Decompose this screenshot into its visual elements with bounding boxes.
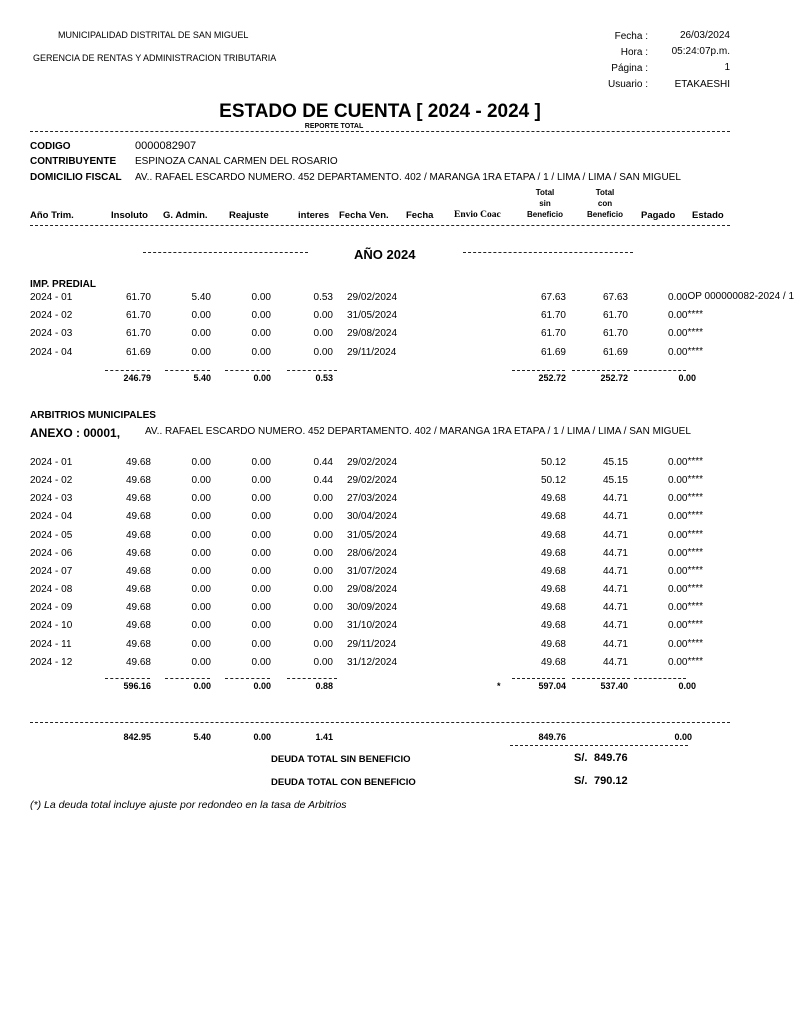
estado-note: **** — [687, 528, 704, 540]
cell-period: 2024 - 10 — [30, 620, 73, 632]
subtotal-total-con: 537.40 — [600, 681, 628, 691]
cell-interes: 0.00 — [313, 602, 333, 614]
cell-gadmin: 0.00 — [191, 656, 211, 668]
cell-interes: 0.00 — [313, 565, 333, 577]
cell-reajuste: 0.00 — [251, 310, 271, 322]
divider — [105, 370, 150, 371]
cell-insoluto: 61.70 — [125, 292, 151, 303]
estado-note: **** — [687, 546, 704, 558]
cell-reajuste: 0.00 — [251, 328, 271, 340]
pagado-value: 0.00 — [668, 638, 688, 650]
grand-pagado: 0.00 — [674, 732, 692, 742]
deuda-con-currency: S/. — [574, 775, 588, 787]
cell-insoluto: 49.68 — [125, 511, 151, 523]
cell-gadmin: 0.00 — [191, 620, 211, 632]
cell-interes: 0.00 — [313, 584, 333, 596]
cell-period: 2024 - 03 — [30, 328, 73, 340]
cell-interes: 0.00 — [313, 547, 333, 559]
cell-interes: 0.00 — [313, 328, 333, 340]
hora-value: 05:24:07p.m. — [671, 46, 730, 57]
divider — [463, 252, 633, 253]
cell-insoluto: 49.68 — [125, 638, 151, 650]
cell-reajuste: 0.00 — [251, 620, 271, 632]
cell-gadmin: 0.00 — [191, 602, 211, 614]
grand-total-row — [0, 732, 768, 746]
cell-period: 2024 - 02 — [30, 310, 73, 322]
cell-total-con: 44.71 — [602, 493, 628, 505]
col-fecha: Fecha — [406, 210, 434, 221]
cell-total-sin: 49.68 — [540, 620, 566, 632]
cell-reajuste: 0.00 — [251, 475, 271, 487]
cell-pagado — [668, 347, 703, 358]
cell-total-con: 44.71 — [602, 547, 628, 559]
divider — [30, 131, 730, 132]
cell-fecha-ven: 31/12/2024 — [347, 656, 398, 668]
cell-total-con: 44.71 — [602, 529, 628, 541]
cell-total-sin: 49.68 — [540, 656, 566, 668]
divider — [634, 370, 686, 371]
cell-fecha-ven: 29/11/2024 — [347, 638, 397, 650]
cell-pagado — [668, 548, 703, 559]
table-row — [0, 602, 768, 616]
divider — [287, 370, 337, 371]
deuda-con-label: DEUDA TOTAL CON BENEFICIO — [271, 777, 416, 788]
cell-pagado — [668, 475, 703, 486]
subtotal-total-con: 252.72 — [600, 373, 628, 383]
cell-period: 2024 - 01 — [30, 457, 73, 468]
cell-total-sin: 50.12 — [540, 457, 566, 468]
cell-fecha-ven: 29/02/2024 — [347, 475, 398, 487]
cell-gadmin: 0.00 — [191, 457, 211, 468]
cell-period: 2024 - 05 — [30, 529, 73, 541]
pagado-value: 0.00 — [668, 511, 688, 523]
fecha-value: 26/03/2024 — [679, 30, 730, 41]
col-reajuste: Reajuste — [229, 210, 269, 221]
pagina-value: 1 — [724, 62, 730, 73]
cell-interes: 0.00 — [313, 511, 333, 523]
cell-total-sin: 61.70 — [540, 310, 566, 322]
subtotal-row — [0, 373, 768, 387]
cell-pagado — [668, 457, 703, 468]
cell-total-con: 61.70 — [602, 328, 628, 340]
contribuyente-label: CONTRIBUYENTE — [30, 156, 117, 167]
pagado-value: 0.00 — [668, 547, 688, 559]
table-row — [0, 291, 794, 306]
anexo-label: ANEXO : 00001, — [30, 426, 121, 440]
col-gadmin: G. Admin. — [163, 210, 208, 221]
col-tcb-line2: con — [597, 199, 613, 208]
cell-fecha-ven: 31/07/2024 — [347, 565, 398, 577]
cell-total-con: 45.15 — [602, 475, 628, 487]
cell-reajuste: 0.00 — [251, 292, 271, 303]
table-row — [0, 639, 768, 653]
cell-period: 2024 - 08 — [30, 584, 73, 596]
cell-insoluto: 49.68 — [125, 529, 151, 541]
pagado-value: 0.00 — [668, 328, 688, 340]
cell-interes: 0.00 — [313, 638, 333, 650]
cell-total-sin: 49.68 — [540, 638, 566, 650]
org-name: MUNICIPALIDAD DISTRITAL DE SAN MIGUEL — [58, 30, 249, 40]
cell-insoluto: 49.68 — [125, 457, 151, 468]
cell-period: 2024 - 03 — [30, 493, 73, 505]
department-name: GERENCIA DE RENTAS Y ADMINISTRACION TRIBUTARIA — [33, 53, 277, 63]
estado-note: **** — [687, 474, 704, 486]
table-row — [0, 657, 768, 671]
cell-fecha-ven: 30/09/2024 — [347, 602, 398, 614]
subtotal-total-sin: 597.04 — [538, 681, 566, 691]
col-tsb-line2: sin — [539, 199, 551, 208]
table-row — [0, 584, 768, 598]
cell-total-con: 44.71 — [602, 620, 628, 632]
cell-insoluto: 49.68 — [125, 584, 151, 596]
deuda-sin-currency: S/. — [574, 752, 588, 764]
cell-interes: 0.44 — [313, 457, 333, 468]
divider — [143, 252, 308, 253]
cell-gadmin: 0.00 — [191, 475, 211, 487]
estado-note: OP 000000082-2024 / 1 — [687, 291, 794, 302]
cell-interes: 0.44 — [313, 475, 333, 487]
cell-reajuste: 0.00 — [251, 529, 271, 541]
cell-insoluto: 61.70 — [125, 310, 151, 322]
cell-total-sin: 49.68 — [540, 584, 566, 596]
cell-pagado — [668, 584, 703, 595]
divider — [30, 225, 730, 226]
col-insoluto: Insoluto — [111, 210, 148, 221]
table-row — [0, 457, 768, 471]
col-tcb-line3: Beneficio — [586, 210, 623, 219]
cell-pagado — [668, 620, 703, 631]
table-row — [0, 530, 768, 544]
cell-gadmin: 0.00 — [191, 547, 211, 559]
col-tsb-line1: Total — [535, 188, 555, 197]
cell-gadmin: 0.00 — [191, 584, 211, 596]
pagado-value: 0.00 — [668, 565, 688, 577]
codigo-value: 0000082907 — [135, 140, 197, 152]
divider — [165, 678, 210, 679]
pagado-value: 0.00 — [668, 602, 688, 614]
subtotal-interes: 0.88 — [315, 681, 333, 691]
subtotal-gadmin: 5.40 — [193, 373, 211, 383]
col-interes: interes — [298, 210, 330, 221]
cell-insoluto: 49.68 — [125, 565, 151, 577]
deuda-con-value: 790.12 — [594, 775, 628, 787]
cell-total-con: 44.71 — [602, 584, 628, 596]
cell-period: 2024 - 01 — [30, 292, 73, 303]
cell-reajuste: 0.00 — [251, 346, 271, 358]
table-row — [0, 620, 768, 634]
pagado-value: 0.00 — [668, 620, 688, 632]
cell-gadmin: 5.40 — [191, 292, 211, 303]
cell-period: 2024 - 09 — [30, 602, 73, 614]
usuario-label: Usuario : — [607, 79, 648, 90]
cell-interes: 0.00 — [313, 493, 333, 505]
estado-note: **** — [687, 583, 704, 595]
estado-note: **** — [687, 637, 704, 649]
subtotal-rounding-star: * — [497, 681, 501, 691]
cell-interes: 0.53 — [313, 292, 333, 303]
pagado-value: 0.00 — [668, 493, 688, 505]
subtotal-interes: 0.53 — [315, 373, 333, 383]
divider — [30, 722, 730, 723]
cell-interes: 0.00 — [313, 656, 333, 668]
divider — [512, 370, 565, 371]
estado-note: **** — [687, 601, 704, 613]
table-row — [0, 475, 768, 489]
cell-period: 2024 - 06 — [30, 547, 73, 559]
cell-period: 2024 - 04 — [30, 346, 73, 358]
footnote: (*) La deuda total incluye ajuste por redondeo en la tasa de Arbitrios — [30, 799, 347, 811]
col-estado: Estado — [692, 210, 724, 221]
cell-reajuste: 0.00 — [251, 565, 271, 577]
cell-fecha-ven: 29/02/2024 — [347, 292, 398, 303]
estado-note: **** — [687, 327, 704, 339]
estado-note: **** — [687, 564, 704, 576]
cell-fecha-ven: 29/02/2024 — [347, 457, 398, 468]
divider — [287, 678, 337, 679]
cell-total-sin: 49.68 — [540, 547, 566, 559]
col-anio: Año Trim. — [30, 210, 74, 221]
pagado-value: 0.00 — [668, 529, 688, 541]
cell-pagado — [668, 566, 703, 577]
cell-fecha-ven: 30/04/2024 — [347, 511, 398, 523]
cell-insoluto: 61.70 — [125, 328, 151, 340]
cell-total-sin: 49.68 — [540, 529, 566, 541]
cell-gadmin: 0.00 — [191, 346, 211, 358]
pagado-value: 0.00 — [668, 475, 688, 487]
estado-note: **** — [687, 619, 704, 631]
subtotal-insoluto: 246.79 — [123, 373, 151, 383]
arbitrios-title: ARBITRIOS MUNICIPALES — [30, 410, 156, 421]
report-title: ESTADO DE CUENTA [ 2024 - 2024 ] — [219, 101, 541, 122]
cell-gadmin: 0.00 — [191, 638, 211, 650]
cell-total-con: 44.71 — [602, 511, 628, 523]
cell-pagado — [668, 511, 703, 522]
cell-gadmin: 0.00 — [191, 529, 211, 541]
cell-insoluto: 49.68 — [125, 547, 151, 559]
col-total-con-beneficio — [580, 187, 630, 220]
divider — [105, 678, 150, 679]
cell-gadmin: 0.00 — [191, 565, 211, 577]
cell-pagado — [668, 310, 703, 321]
cell-fecha-ven: 31/05/2024 — [347, 310, 398, 322]
cell-fecha-ven: 29/11/2024 — [347, 346, 397, 358]
estado-note: **** — [687, 309, 704, 321]
cell-total-sin: 49.68 — [540, 493, 566, 505]
estado-note: **** — [687, 492, 704, 504]
cell-reajuste: 0.00 — [251, 602, 271, 614]
cell-gadmin: 0.00 — [191, 328, 211, 340]
cell-gadmin: 0.00 — [191, 511, 211, 523]
cell-gadmin: 0.00 — [191, 493, 211, 505]
estado-note: **** — [687, 456, 704, 467]
subtotal-pagado: 0.00 — [678, 373, 696, 383]
deuda-sin-label: DEUDA TOTAL SIN BENEFICIO — [271, 754, 411, 765]
estado-note: **** — [687, 345, 704, 357]
cell-fecha-ven: 31/05/2024 — [347, 529, 398, 541]
grand-total-sin: 849.76 — [538, 732, 566, 742]
cell-insoluto: 49.68 — [125, 656, 151, 668]
cell-interes: 0.00 — [313, 346, 333, 358]
cell-total-sin: 61.70 — [540, 328, 566, 340]
codigo-label: CODIGO — [30, 141, 71, 152]
grand-insoluto: 842.95 — [123, 732, 151, 742]
pagado-value: 0.00 — [668, 457, 688, 468]
subtotal-pagado: 0.00 — [678, 681, 696, 691]
subtotal-total-sin: 252.72 — [538, 373, 566, 383]
cell-period: 2024 - 02 — [30, 475, 73, 487]
cell-total-sin: 49.68 — [540, 511, 566, 523]
subtotal-insoluto: 596.16 — [123, 681, 151, 691]
cell-fecha-ven: 29/08/2024 — [347, 328, 398, 340]
divider — [165, 370, 210, 371]
domicilio-value: AV.. RAFAEL ESCARDO NUMERO. 452 DEPARTAMENTO. 402 / MARANGA 1RA ETAPA / 1 / LIMA / LIMA / SAN MIGUEL — [135, 172, 681, 183]
divider — [572, 370, 630, 371]
cell-total-sin: 49.68 — [540, 565, 566, 577]
domicilio-label: DOMICILIO FISCAL — [30, 172, 122, 183]
cell-total-con: 61.70 — [602, 310, 628, 322]
cell-reajuste: 0.00 — [251, 638, 271, 650]
subtotal-reajuste: 0.00 — [253, 681, 271, 691]
divider — [510, 745, 688, 746]
cell-pagado — [668, 639, 703, 650]
cell-reajuste: 0.00 — [251, 457, 271, 468]
table-row — [0, 347, 768, 361]
col-fechaven: Fecha Ven. — [339, 210, 389, 221]
pagado-value: 0.00 — [668, 310, 688, 322]
contribuyente-value: ESPINOZA CANAL CARMEN DEL ROSARIO — [135, 156, 338, 167]
cell-total-con: 61.69 — [602, 346, 628, 358]
cell-insoluto: 49.68 — [125, 620, 151, 632]
col-envio: Envio Coac — [454, 210, 501, 220]
cell-period: 2024 - 12 — [30, 656, 73, 668]
subtotal-reajuste: 0.00 — [253, 373, 271, 383]
divider — [225, 370, 270, 371]
cell-period: 2024 - 04 — [30, 511, 73, 523]
grand-interes: 1.41 — [315, 732, 333, 742]
cell-fecha-ven: 31/10/2024 — [347, 620, 398, 632]
cell-total-sin: 50.12 — [540, 475, 566, 487]
table-row — [0, 511, 768, 525]
divider — [225, 678, 270, 679]
cell-reajuste: 0.00 — [251, 584, 271, 596]
cell-total-con: 44.71 — [602, 656, 628, 668]
cell-total-sin: 61.69 — [540, 346, 566, 358]
cell-reajuste: 0.00 — [251, 656, 271, 668]
cell-gadmin: 0.00 — [191, 310, 211, 322]
cell-insoluto: 49.68 — [125, 493, 151, 505]
cell-pagado — [668, 530, 703, 541]
cell-pagado — [668, 292, 794, 303]
divider — [512, 678, 565, 679]
anexo-address: AV.. RAFAEL ESCARDO NUMERO. 452 DEPARTAMENTO. 402 / MARANGA 1RA ETAPA / 1 / LIMA / LIMA / SAN MIGUEL — [145, 426, 691, 437]
table-row — [0, 328, 768, 342]
table-row — [0, 566, 768, 580]
cell-period: 2024 - 07 — [30, 565, 73, 577]
deuda-sin-value: 849.76 — [594, 752, 628, 764]
cell-fecha-ven: 27/03/2024 — [347, 493, 398, 505]
cell-reajuste: 0.00 — [251, 493, 271, 505]
col-tsb-line3: Beneficio — [526, 210, 563, 219]
cell-pagado — [668, 657, 703, 668]
cell-fecha-ven: 28/06/2024 — [347, 547, 398, 559]
col-total-sin-beneficio — [520, 187, 570, 220]
cell-total-con: 44.71 — [602, 602, 628, 614]
cell-total-sin: 49.68 — [540, 602, 566, 614]
cell-total-sin: 67.63 — [540, 292, 566, 303]
subtotal-row — [0, 681, 768, 695]
table-row — [0, 310, 768, 324]
cell-interes: 0.00 — [313, 620, 333, 632]
divider — [634, 678, 686, 679]
cell-total-con: 44.71 — [602, 638, 628, 650]
fecha-label: Fecha : — [614, 31, 648, 42]
cell-pagado — [668, 328, 703, 339]
col-tcb-line1: Total — [595, 188, 615, 197]
cell-insoluto: 49.68 — [125, 602, 151, 614]
pagado-value: 0.00 — [668, 656, 688, 668]
estado-note: **** — [687, 510, 704, 522]
table-row — [0, 548, 768, 562]
cell-interes: 0.00 — [313, 310, 333, 322]
cell-insoluto: 49.68 — [125, 475, 151, 487]
usuario-value: ETAKAESHI — [674, 79, 730, 90]
cell-total-con: 44.71 — [602, 565, 628, 577]
pagado-value: 0.00 — [668, 584, 688, 596]
cell-interes: 0.00 — [313, 529, 333, 541]
pagado-value: 0.00 — [668, 346, 688, 358]
year-label: AÑO 2024 — [354, 247, 416, 262]
cell-pagado — [668, 493, 703, 504]
pagina-label: Página : — [611, 63, 648, 74]
hora-label: Hora : — [620, 47, 648, 58]
predial-title: IMP. PREDIAL — [30, 279, 96, 290]
cell-pagado — [668, 602, 703, 613]
cell-fecha-ven: 29/08/2024 — [347, 584, 398, 596]
col-pagado: Pagado — [641, 210, 676, 221]
cell-reajuste: 0.00 — [251, 511, 271, 523]
cell-total-con: 45.15 — [602, 457, 628, 468]
pagado-value: 0.00 — [668, 292, 688, 303]
estado-note: **** — [687, 655, 704, 667]
cell-total-con: 67.63 — [602, 292, 628, 303]
cell-reajuste: 0.00 — [251, 547, 271, 559]
subtotal-gadmin: 0.00 — [193, 681, 211, 691]
cell-period: 2024 - 11 — [30, 638, 72, 650]
report-subtitle: REPORTE TOTAL — [304, 123, 364, 130]
grand-gadmin: 5.40 — [193, 732, 211, 742]
grand-reajuste: 0.00 — [253, 732, 271, 742]
divider — [572, 678, 630, 679]
cell-insoluto: 61.69 — [125, 346, 151, 358]
table-row — [0, 493, 768, 507]
